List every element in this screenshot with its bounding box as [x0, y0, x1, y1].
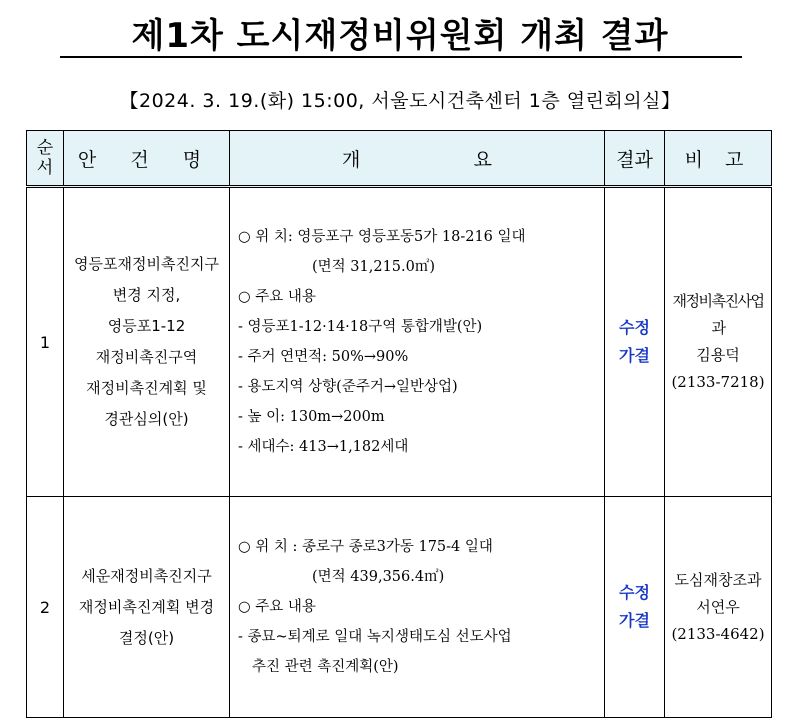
agenda-line: 변경 지정, [112, 286, 181, 304]
agenda-line: 세운재정비촉진지구 [81, 566, 212, 585]
remarks-department: 도심재창조과 [674, 570, 762, 589]
header-remarks [665, 131, 772, 187]
row-seq: 1 [27, 187, 64, 497]
header-outline-left: 개 [342, 148, 361, 171]
agenda-line: 경관심의(안) [104, 410, 189, 428]
outline-line: ○ 위 치 : 종로구 종로3가동 175-4 일대 [238, 539, 493, 555]
agenda-line: 재정비촉진구역 [95, 348, 198, 366]
row-seq: 2 [27, 497, 64, 718]
header-outline [230, 131, 605, 187]
agenda-line: 재정비촉진계획 및 [86, 379, 207, 397]
agenda-line: 재정비촉진계획 변경 [78, 597, 215, 616]
header-seq-line2: 서 [36, 158, 54, 178]
outline-line: (면적 31,215.0㎡) [312, 259, 436, 275]
remarks-phone: (2133-7218) [671, 373, 765, 391]
agenda-line: 영등포1-12 [107, 317, 186, 335]
agenda-line: 영등포재정비촉진지구 [74, 255, 219, 273]
remarks-contact-name: 김용덕 [696, 346, 740, 364]
header-outline-right: 요 [473, 148, 492, 171]
outline-line: ○ 주요 내용 [238, 289, 316, 305]
results-table [26, 130, 772, 718]
outline-line: - 종묘~퇴계로 일대 녹지생태도심 선도사업 [238, 629, 512, 645]
row-agenda [64, 187, 230, 497]
header-remarks-label: 비 고 [684, 148, 752, 171]
remarks-department: 재정비촉진사업과 [672, 292, 764, 337]
row-remarks [665, 187, 772, 497]
row-remarks [665, 497, 772, 718]
outline-line: ○ 위 치: 영등포구 영등포동5가 18-216 일대 [238, 229, 526, 245]
outline-line: - 높 이: 130m→200m [238, 409, 385, 425]
header-agenda [64, 131, 230, 187]
header-agenda-label: 안 건 명 [77, 148, 216, 171]
remarks-phone: (2133-4642) [671, 624, 765, 643]
outline-line: - 영등포1-12·14·18구역 통합개발(안) [238, 319, 483, 335]
table-row [27, 187, 772, 497]
result-line: 가결 [619, 611, 650, 630]
row-outline [230, 187, 605, 497]
remarks-contact-name: 서연우 [696, 597, 740, 616]
result-line: 수정 [619, 318, 650, 337]
outline-line: ○ 주요 내용 [238, 599, 316, 615]
result-line: 가결 [619, 346, 650, 365]
outline-line: - 세대수: 413→1,182세대 [238, 439, 409, 455]
table-header-row [27, 131, 772, 187]
title-underline [60, 56, 742, 58]
row-result [605, 497, 665, 718]
outline-line: 추진 관련 촉진계획(안) [252, 659, 399, 675]
page-title: 제1차 도시재정비위원회 개최 결과 [131, 16, 669, 56]
outline-line: - 주거 연면적: 50%→90% [238, 349, 409, 365]
outline-line: (면적 439,356.4㎡) [312, 569, 445, 585]
row-outline [230, 497, 605, 718]
agenda-line: 결정(안) [118, 628, 175, 647]
outline-line: - 용도지역 상향(준주거→일반상업) [238, 379, 458, 395]
header-result: 결과 [605, 131, 665, 187]
header-seq [27, 131, 64, 187]
result-line: 수정 [619, 583, 650, 602]
row-result [605, 187, 665, 497]
row-agenda [64, 497, 230, 718]
header-seq-line1: 순 [36, 138, 54, 158]
table-row [27, 497, 772, 718]
meeting-info: 【2024. 3. 19.(화) 15:00, 서울도시건축센터 1층 열린회의실】 [119, 90, 681, 112]
